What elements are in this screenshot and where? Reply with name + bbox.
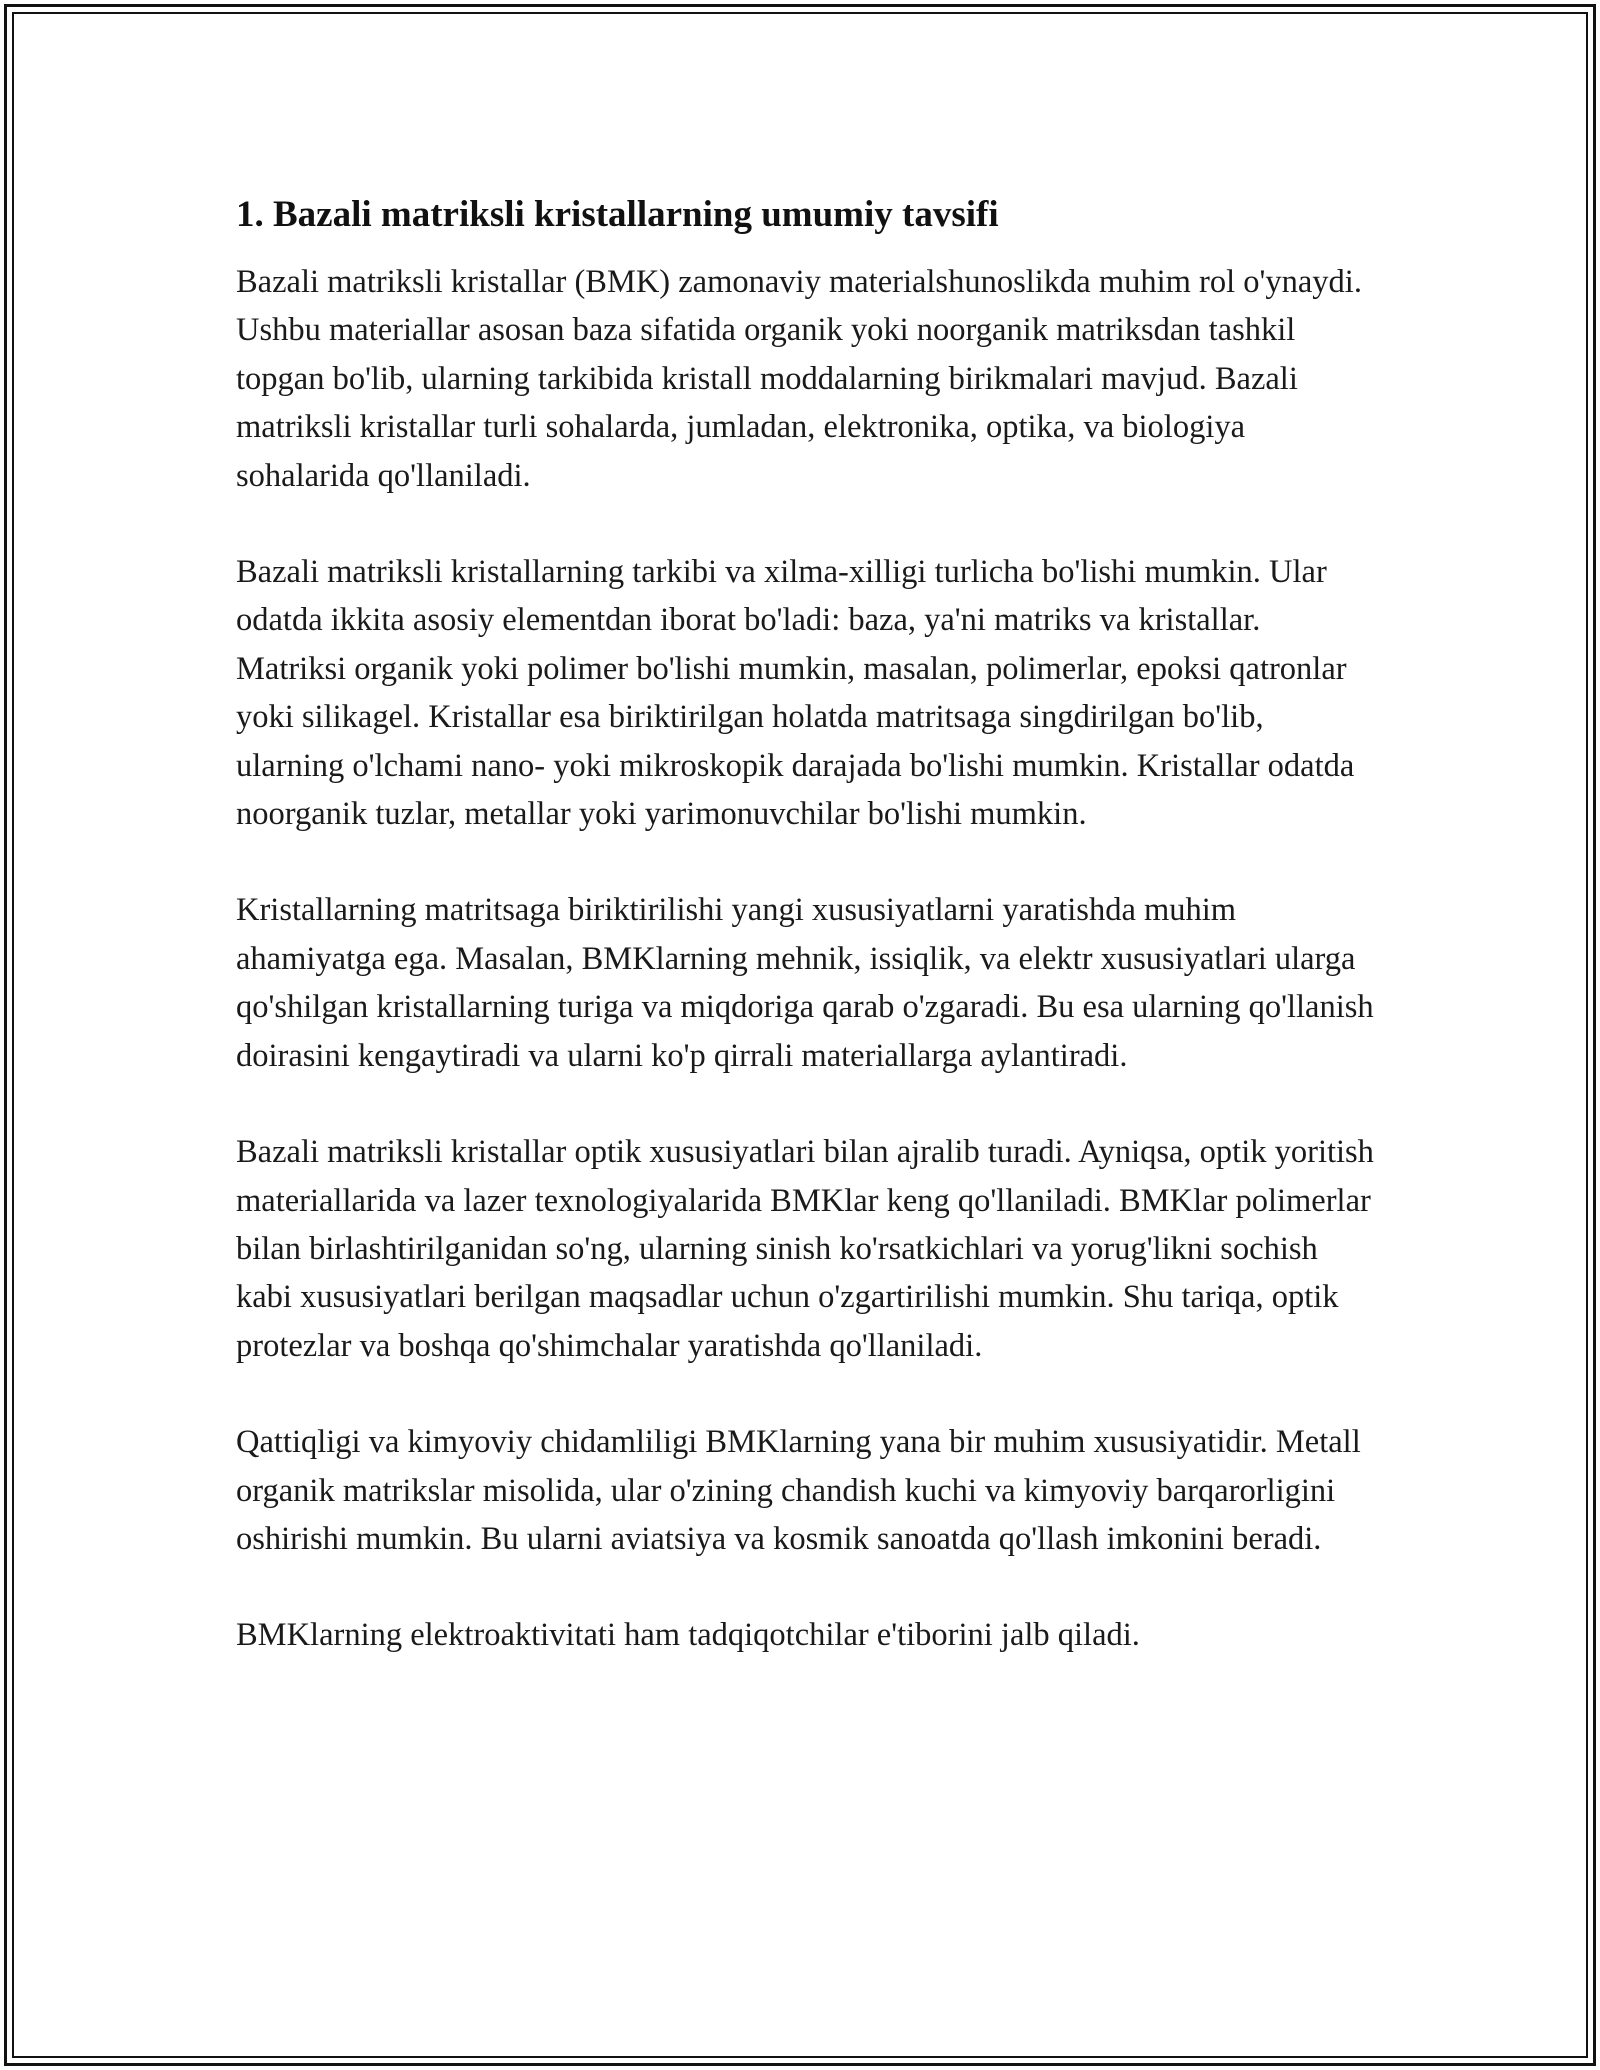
paragraph-2: Bazali matriksli kristallarning tarkibi va xilma-xilligi turlicha bo'lishi mumkin. Ular odatda ikkita asosiy elementdan iborat bo'ladi: baza, ya'ni matriks va kristallar. Matriksi organik yoki polimer bo'lishi mumkin, masalan, polimerlar, epoksi qatronlar yoki silikagel. Kristallar esa biriktirilgan holatda matritsaga singdirilgan bo'lib, ularning o'lchami nano- yoki mikroskopik darajada bo'lishi mumkin. Kristallar odatda noorganik tuzlar, metallar yoki yarimonuvchilar bo'lishi mumkin.: [236, 554, 1355, 833]
paragraph-6: BMKlarning elektroaktivitati ham tadqiqotchilar e'tiborini jalb qiladi.: [236, 1617, 1140, 1654]
paragraph-4: Bazali matriksli kristallar optik xususiyatlari bilan ajralib turadi. Ayniqsa, optik yoritish materiallarida va lazer texnologiyalarida BMKlar keng qo'llaniladi. BMKlar polimerlar bilan birlashtirilganidan so'ng, ularning sinish ko'rsatkichlari va yorug'likni sochish kabi xususiyatlari berilgan maqsadlar uchun o'zgartirilishi mumkin. Shu tariqa, optik protezlar va boshqa qo'shimchalar yaratishda qo'llaniladi.: [236, 1134, 1374, 1364]
paragraph-5: Qattiqligi va kimyoviy chidamliligi BMKlarning yana bir muhim xususiyatidir. Metall organik matrikslar misolida, ular o'zining chandish kuchi va kimyoviy barqarorligini oshirishi mumkin. Bu ularni aviatsiya va kosmik sanoatda qo'llash imkonini beradi.: [236, 1424, 1361, 1557]
paragraph-3: Kristallarning matritsaga biriktirilishi yangi xususiyatlarni yaratishda muhim ahamiyatga ega. Masalan, BMKlarning mehnik, issiqlik, va elektr xususiyatlari ularga qo'shilgan kristallarning turiga va miqdoriga qarab o'zgaradi. Bu esa ularning qo'llanish doirasini kengaytiradi va ularni ko'p qirrali materiallarga aylantiradi.: [236, 892, 1374, 1074]
document-body: [236, 188, 1376, 1660]
paragraph-1: Bazali matriksli kristallar (BMK) zamonaviy materialshunoslikda muhim rol o'ynaydi. Ushbu materiallar asosan baza sifatida organik yoki noorganik matriksdan tashkil topgan bo'lib, ularning tarkibida kristall moddalarning birikmalari mavjud. Bazali matriksli kristallar turli sohalarda, jumladan, elektronika, optika, va biologiya sohalarida qo'llaniladi.: [236, 264, 1362, 494]
section-title: 1. Bazali matriksli kristallarning umumiy tavsifi: [236, 194, 999, 235]
